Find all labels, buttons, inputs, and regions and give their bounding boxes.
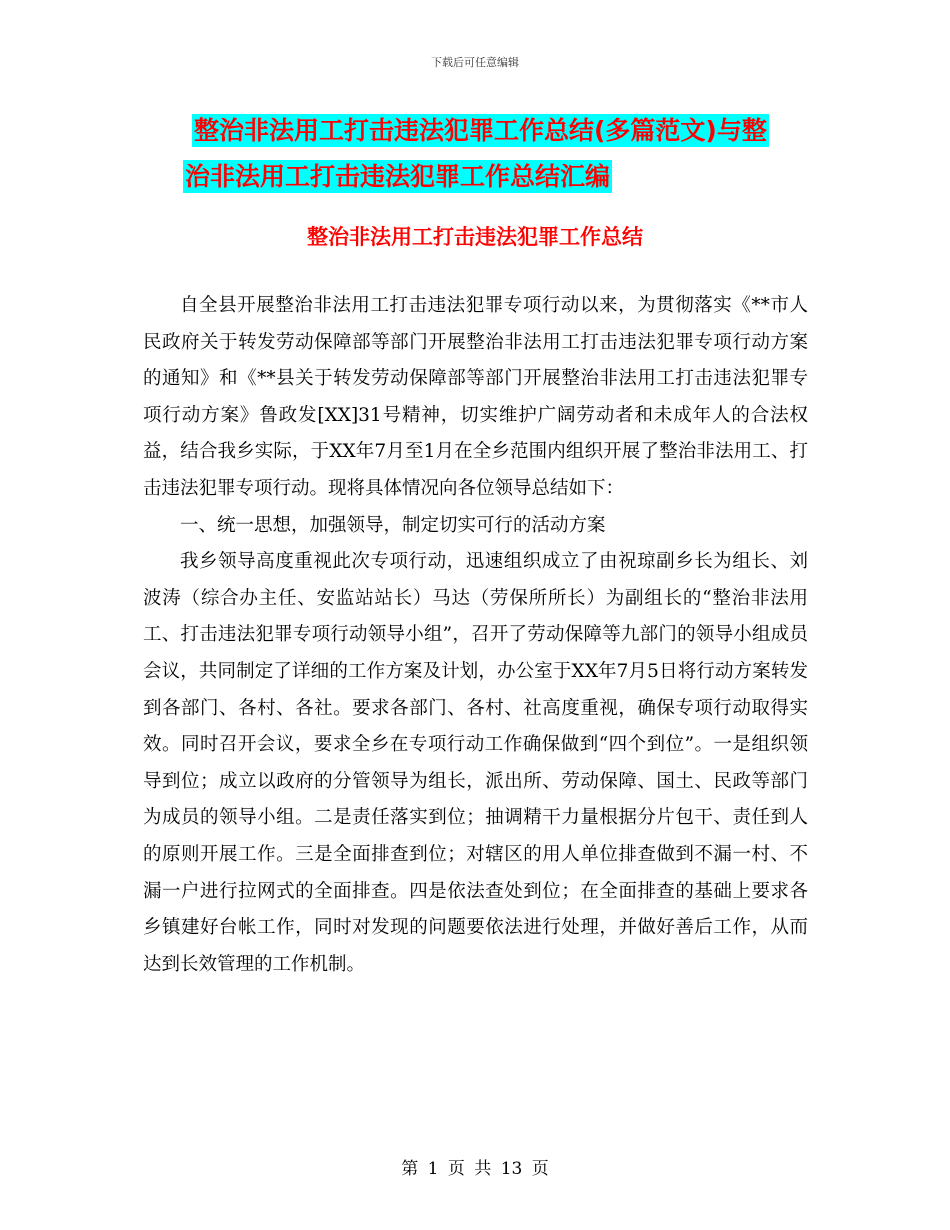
paragraph-heading-1: 一、统一思想，加强领导，制定切实可行的活动方案: [180, 514, 606, 536]
title-line-2: [140, 154, 820, 200]
title-line-1: [140, 108, 820, 154]
document-title: [140, 108, 820, 200]
page-header-note: 下载后可任意编辑: [431, 56, 519, 69]
title-line-1-text: 整治非法用工打击违法犯罪工作总结(多篇范文)与整: [194, 116, 767, 145]
paragraph-intro: 自全县开展整治非法用工打击违法犯罪专项行动以来，为贯彻落实《**市人民政府关于转发劳动保障部等部门开展整治非法用工打击违法犯罪专项行动方案的通知》和《**县关于转发劳动保障部等部门开展整治非法用工打击违法犯罪专项行动方案》鲁政发[XX]31号精神，切实维护广阔劳动者和未成年人的合法权益，结合我乡实际，于XX年7月至1月在全乡范围内组织开展了整治非法用工、打击违法犯罪专项行动。现将具体情况向各位领导总结如下：: [143, 295, 808, 499]
section-title: 整治非法用工打击违法犯罪工作总结: [307, 225, 643, 249]
paragraph-leadership: 我乡领导高度重视此次专项行动，迅速组织成立了由祝琼副乡长为组长、刘波涛（综合办主任、安监站站长）马达（劳保所所长）为副组长的“整治非法用工、打击违法犯罪专项行动领导小组”，召开了劳动保障等九部门的领导小组成员会议，共同制定了详细的工作方案及计划，办公室于XX年7月5日将行动方案转发到各部门、各村、各社。要求各部门、各村、社高度重视，确保专项行动取得实效。同时召开会议，要求全乡在专项行动工作确保做到“四个到位”。一是组织领导到位；成立以政府的分管领导为组长，派出所、劳动保障、国土、民政等部门为成员的领导小组。二是责任落实到位；抽调精干力量根据分片包干、责任到人的原则开展工作。三是全面排查到位；对辖区的用人单位排查做到不漏一村、不漏一户进行拉网式的全面排查。四是依法查处到位；在全面排查的基础上要求各乡镇建好台帐工作，同时对发现的问题要依法进行处理，并做好善后工作，从而达到长效管理的工作机制。: [143, 551, 808, 975]
document-body: [143, 288, 808, 983]
title-line-2-text: 治非法用工打击违法犯罪工作总结汇编: [185, 162, 611, 191]
page-number-footer: 第 1 页 共 13 页: [401, 1159, 549, 1179]
